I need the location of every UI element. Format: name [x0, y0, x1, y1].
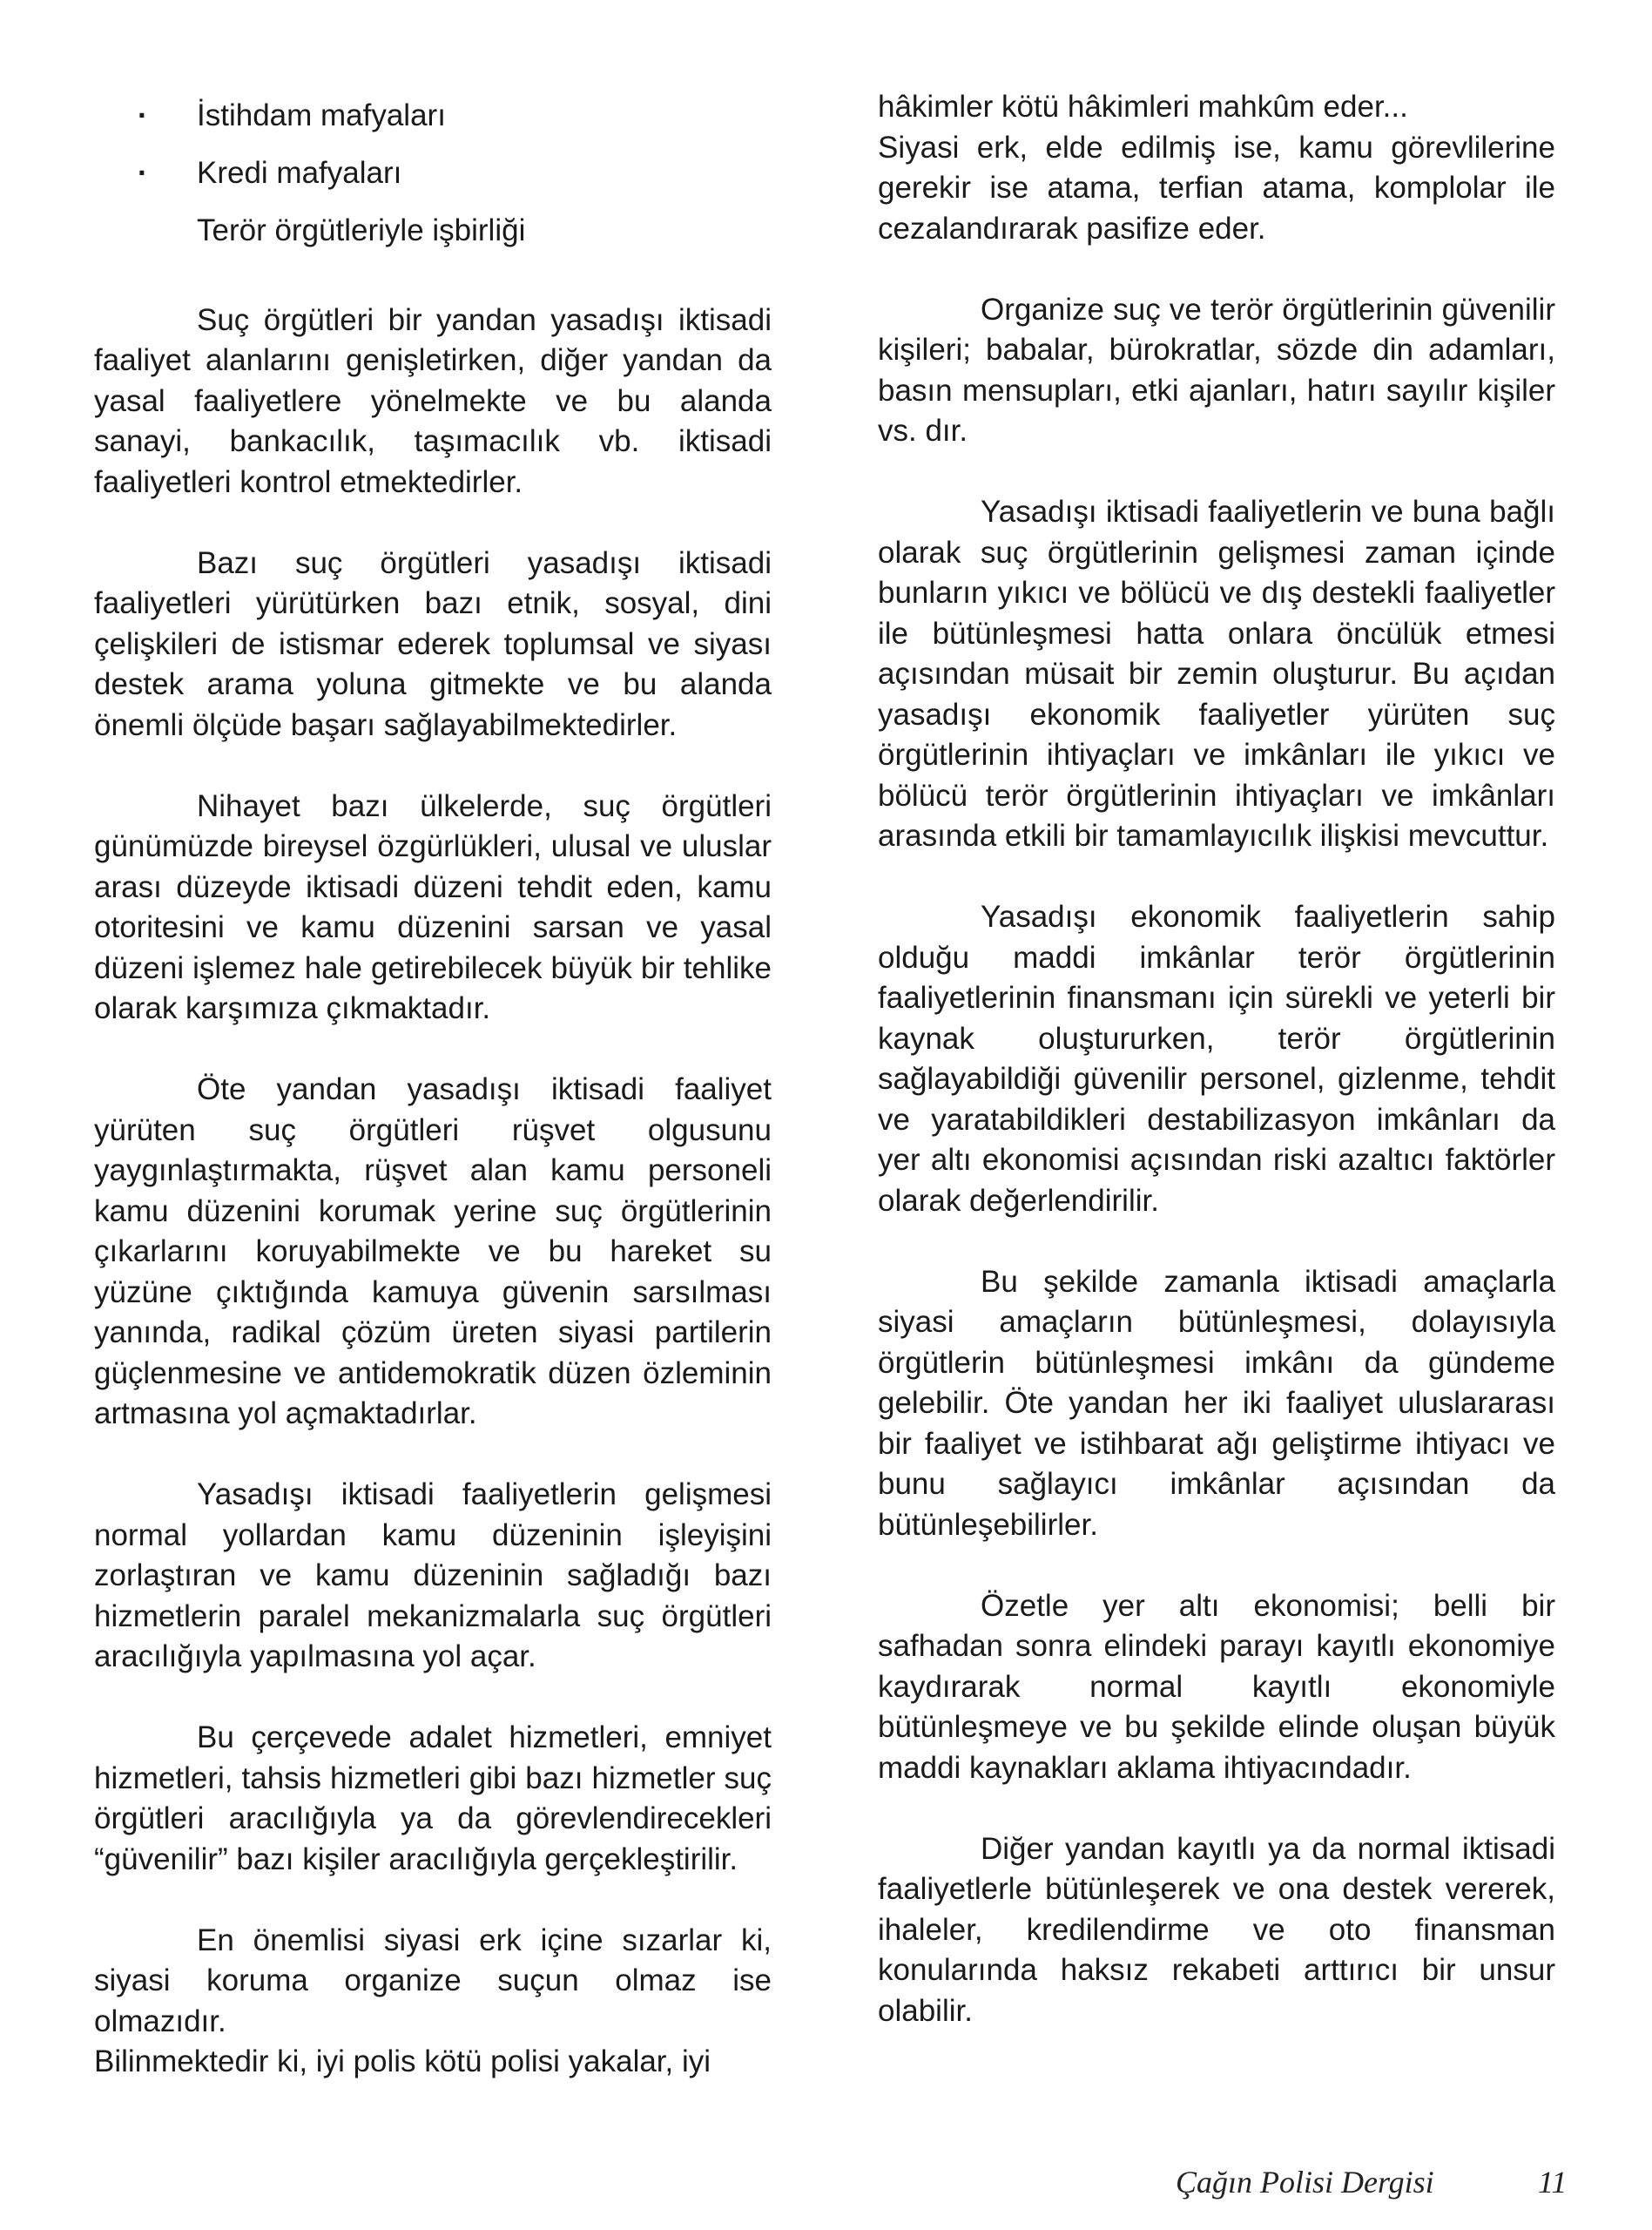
paragraph: Siyasi erk, elde edilmiş ise, kamu görevlilerine gerekir ise atama, terfian atama, komplolar ile cezalandırarak pasifize eder. — [878, 130, 1555, 246]
left-column — [94, 87, 772, 2083]
paragraph: Yasadışı ekonomik faaliyetlerin sahip olduğu maddi imkânlar terör örgütlerinin faaliyetlerinin finansmanı için sürekli ve yeterli bir kaynak oluştururken, terör örgütlerinin sağlayabildiği güvenilir personel, gizlenme, tehdit ve yaratabildikleri destabilizasyon imkânları da yer altı ekonomisi açısından riski azaltıcı faktörler olarak değerlendirilir. — [878, 900, 1555, 1218]
bullet-marker: · — [138, 156, 148, 190]
bullet-marker: · — [138, 98, 148, 132]
right-column — [878, 87, 1555, 2031]
bullet-text: İstihdam mafyaları — [197, 98, 446, 132]
bullet-list — [94, 87, 772, 260]
paragraph: Bazı suç örgütleri yasadışı iktisadi faaliyetleri yürütürken bazı etnik, sosyal, dini çelişkileri de istismar ederek toplumsal ve siyası destek arama yoluna gitmekte ve bu alanda önemli ölçüde başarı sağlayabilmektedirler. — [94, 545, 772, 742]
paragraph: Özetle yer altı ekonomisi; belli bir safhadan sonra elindeki parayı kayıtlı ekonomiye kaydırarak normal kayıtlı ekonomiyle bütünleşmeye ve bu şekilde elinde oluşan büyük maddi kaynakları aklama ihtiyacındadır. — [878, 1588, 1555, 1785]
paragraph: Bu şekilde zamanla iktisadi amaçlarla siyasi amaçların bütünleşmesi, dolayısıyla örgütlerin bütünleşmesi imkânı da gündeme gelebilir. Öte yandan her iki faaliyet uluslararası bir faaliyet ve istihbarat ağı geliştirme ihtiyacı ve bunu sağlayıcı imkânlar açısından da bütünleşebilirler. — [878, 1264, 1555, 1542]
paragraph: Organize suç ve terör örgütlerinin güvenilir kişileri; babalar, bürokratlar, sözde din adamları, basın mensupları, etki ajanları, hatırı sayılır kişiler vs. dır. — [878, 292, 1555, 448]
bullet-text: Kredi mafyaları — [197, 156, 402, 190]
paragraph: Suç örgütleri bir yandan yasadışı iktisadi faaliyet alanlarını genişletirken, diğer yandan da yasal faaliyetlere yönelmekte ve bu alanda sanayi, bankacılık, taşımacılık vb. iktisadi faaliyetleri kontrol etmektedirler. — [94, 302, 772, 499]
paragraph: Yasadışı iktisadi faaliyetlerin ve buna bağlı olarak suç örgütlerinin gelişmesi zaman içinde bunların yıkıcı ve bölücü ve dış destekli faaliyetler ile bütünleşmesi hatta onlara öncülük etmesi açısından müsait bir zemin oluşturur. Bu açıdan yasadışı ekonomik faaliyetler yürüten suç örgütlerinin ihtiyaçları ve imkânları ile yıkıcı ve bölücü terör örgütlerinin ihtiyaçları ve imkânları arasında etkili bir tamamlayıcılık ilişkisi mevcuttur. — [878, 495, 1555, 853]
paragraph: Bu çerçevede adalet hizmetleri, emniyet hizmetleri, tahsis hizmetleri gibi bazı hizmetler suç örgütleri aracılığıyla ya da görevlendirecekleri “güvenilir” bazı kişiler aracılığıyla gerçekleştirilir. — [94, 1720, 772, 1876]
page-number: 11 — [1538, 2165, 1568, 2200]
paragraph: Öte yandan yasadışı iktisadi faaliyet yürüten suç örgütleri rüşvet olgusunu yaygınlaştırmakta, rüşvet alan kamu personeli kamu düzenini korumak yerine suç örgütlerinin çıkarlarını koruyabilmekte ve bu hareket su yüzüne çıktığında kamuya güvenin sarsılması yanında, radikal çözüm üreten siyasi partilerin güçlenmesine ve antidemokratik düzen özleminin artmasına yol açmaktadırlar. — [94, 1072, 772, 1430]
trailing-line: Bilinmektedir ki, iyi polis kötü polisi yakalar, iyi — [94, 2044, 711, 2078]
bullet-text: Terör örgütleriyle işbirliği — [197, 213, 526, 247]
list-item — [94, 202, 772, 260]
paragraph: Diğer yandan kayıtlı ya da normal iktisadi faaliyetlerle bütünleşerek ve ona destek vererek, ihaleler, kredilendirme ve oto finansman konularında haksız rekabeti arttırıcı bir unsur olabilir. — [878, 1831, 1555, 2028]
paragraph: Nihayet bazı ülkelerde, suç örgütleri günümüzde bireysel özgürlükleri, ulusal ve uluslar arası düzeyde iktisadi düzeni tehdit eden, kamu otoritesini ve kamu düzenini sarsan ve yasal düzeni işlemez hale getirebilecek büyük bir tehlike olarak karşımıza çıkmaktadır. — [94, 788, 772, 1025]
list-item — [94, 87, 772, 145]
continued-line: hâkimler kötü hâkimleri mahkûm eder... — [878, 90, 1408, 124]
paragraph: Yasadışı iktisadi faaliyetlerin gelişmesi normal yollardan kamu düzeninin işleyişini zorlaştıran ve kamu düzeninin sağladığı bazı hizmetlerin paralel mekanizmalarla suç örgütleri aracılığıyla yapılmasına yol açar. — [94, 1477, 772, 1673]
list-item — [94, 145, 772, 202]
journal-title: Çağın Polisi Dergisi — [1176, 2165, 1434, 2200]
paragraph: En önemlisi siyasi erk içine sızarlar ki, siyasi koruma organize suçun olmaz ise olmazıdır. — [94, 1923, 772, 2038]
